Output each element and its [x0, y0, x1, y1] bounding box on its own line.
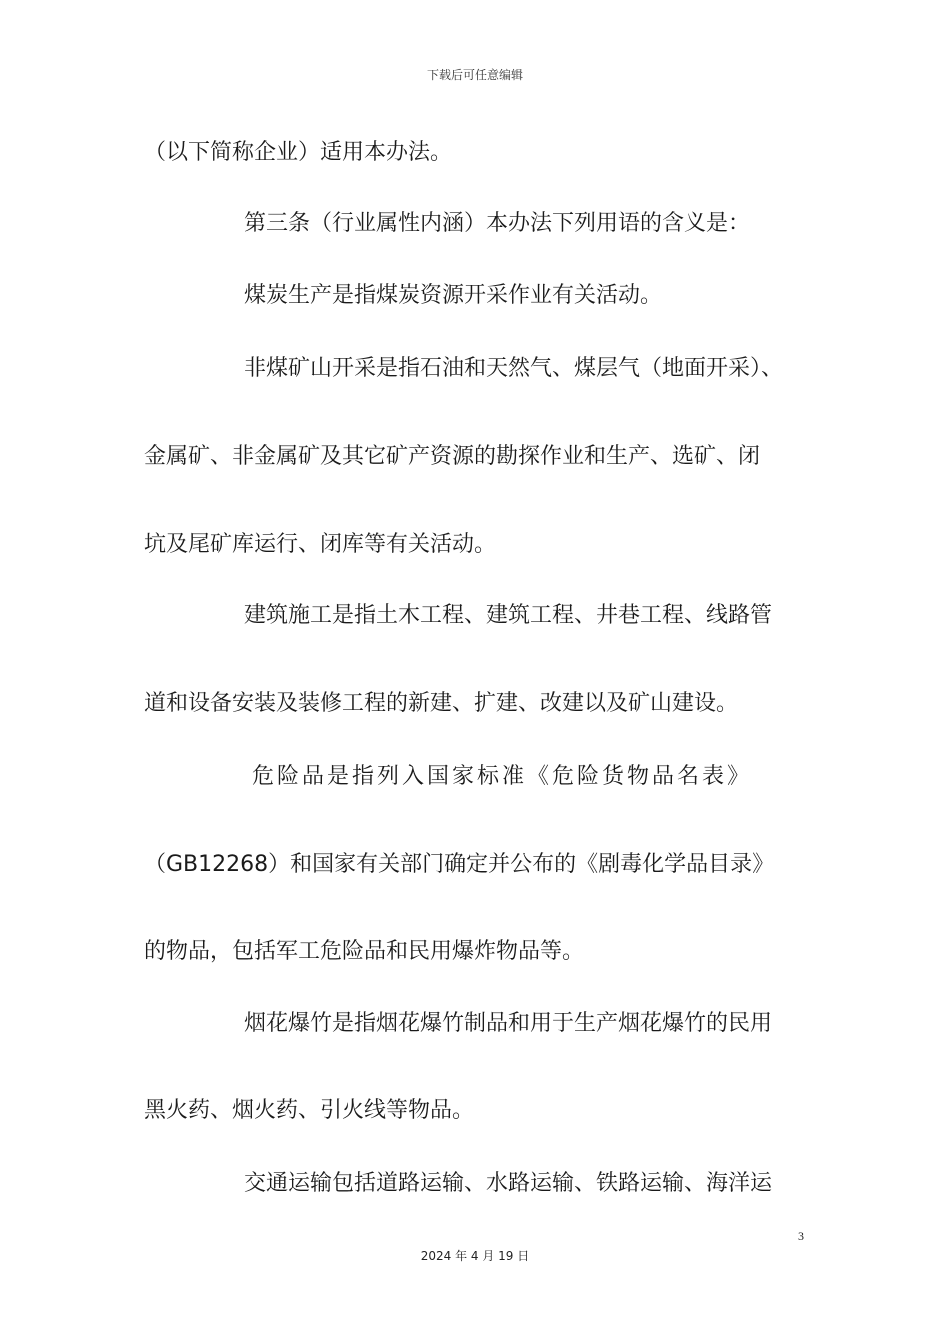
- paragraph-line-13: 黑火药、烟火药、引火线等物品。: [144, 1098, 475, 1123]
- paragraph-line-7: 建筑施工是指土木工程、建筑工程、井巷工程、线路管: [244, 603, 773, 628]
- paragraph-line-2: 第三条（行业属性内涵）本办法下列用语的含义是：: [244, 211, 751, 236]
- paragraph-line-9: 危险品是指列入国家标准《危险货物品名表》: [252, 764, 753, 789]
- paragraph-line-6: 坑及尾矿库运行、闭库等有关活动。: [144, 532, 497, 557]
- paragraph-line-5: 金属矿、非金属矿及其它矿产资源的勘探作业和生产、选矿、闭: [144, 444, 761, 469]
- paragraph-line-10: （GB12268）和国家有关部门确定并公布的《剧毒化学品目录》: [144, 852, 775, 877]
- header-note: 下载后可任意编辑: [426, 68, 523, 82]
- paragraph-line-4: 非煤矿山开采是指石油和天然气、煤层气（地面开采）、: [244, 356, 784, 381]
- paragraph-line-11: 的物品，包括军工危险品和民用爆炸物品等。: [144, 939, 585, 964]
- paragraph-line-8: 道和设备安装及装修工程的新建、扩建、改建以及矿山建设。: [144, 691, 739, 716]
- paragraph-line-14: 交通运输包括道路运输、水路运输、铁路运输、海洋运: [244, 1171, 773, 1196]
- paragraph-line-3: 煤炭生产是指煤炭资源开采作业有关活动。: [244, 283, 663, 308]
- page-number: 3: [798, 1229, 804, 1243]
- paragraph-line-12: 烟花爆竹是指烟花爆竹制品和用于生产烟花爆竹的民用: [244, 1011, 773, 1036]
- paragraph-line-1: （以下简称企业）适用本办法。: [144, 140, 453, 165]
- footer-date: 2024 年 4 月 19 日: [420, 1249, 530, 1263]
